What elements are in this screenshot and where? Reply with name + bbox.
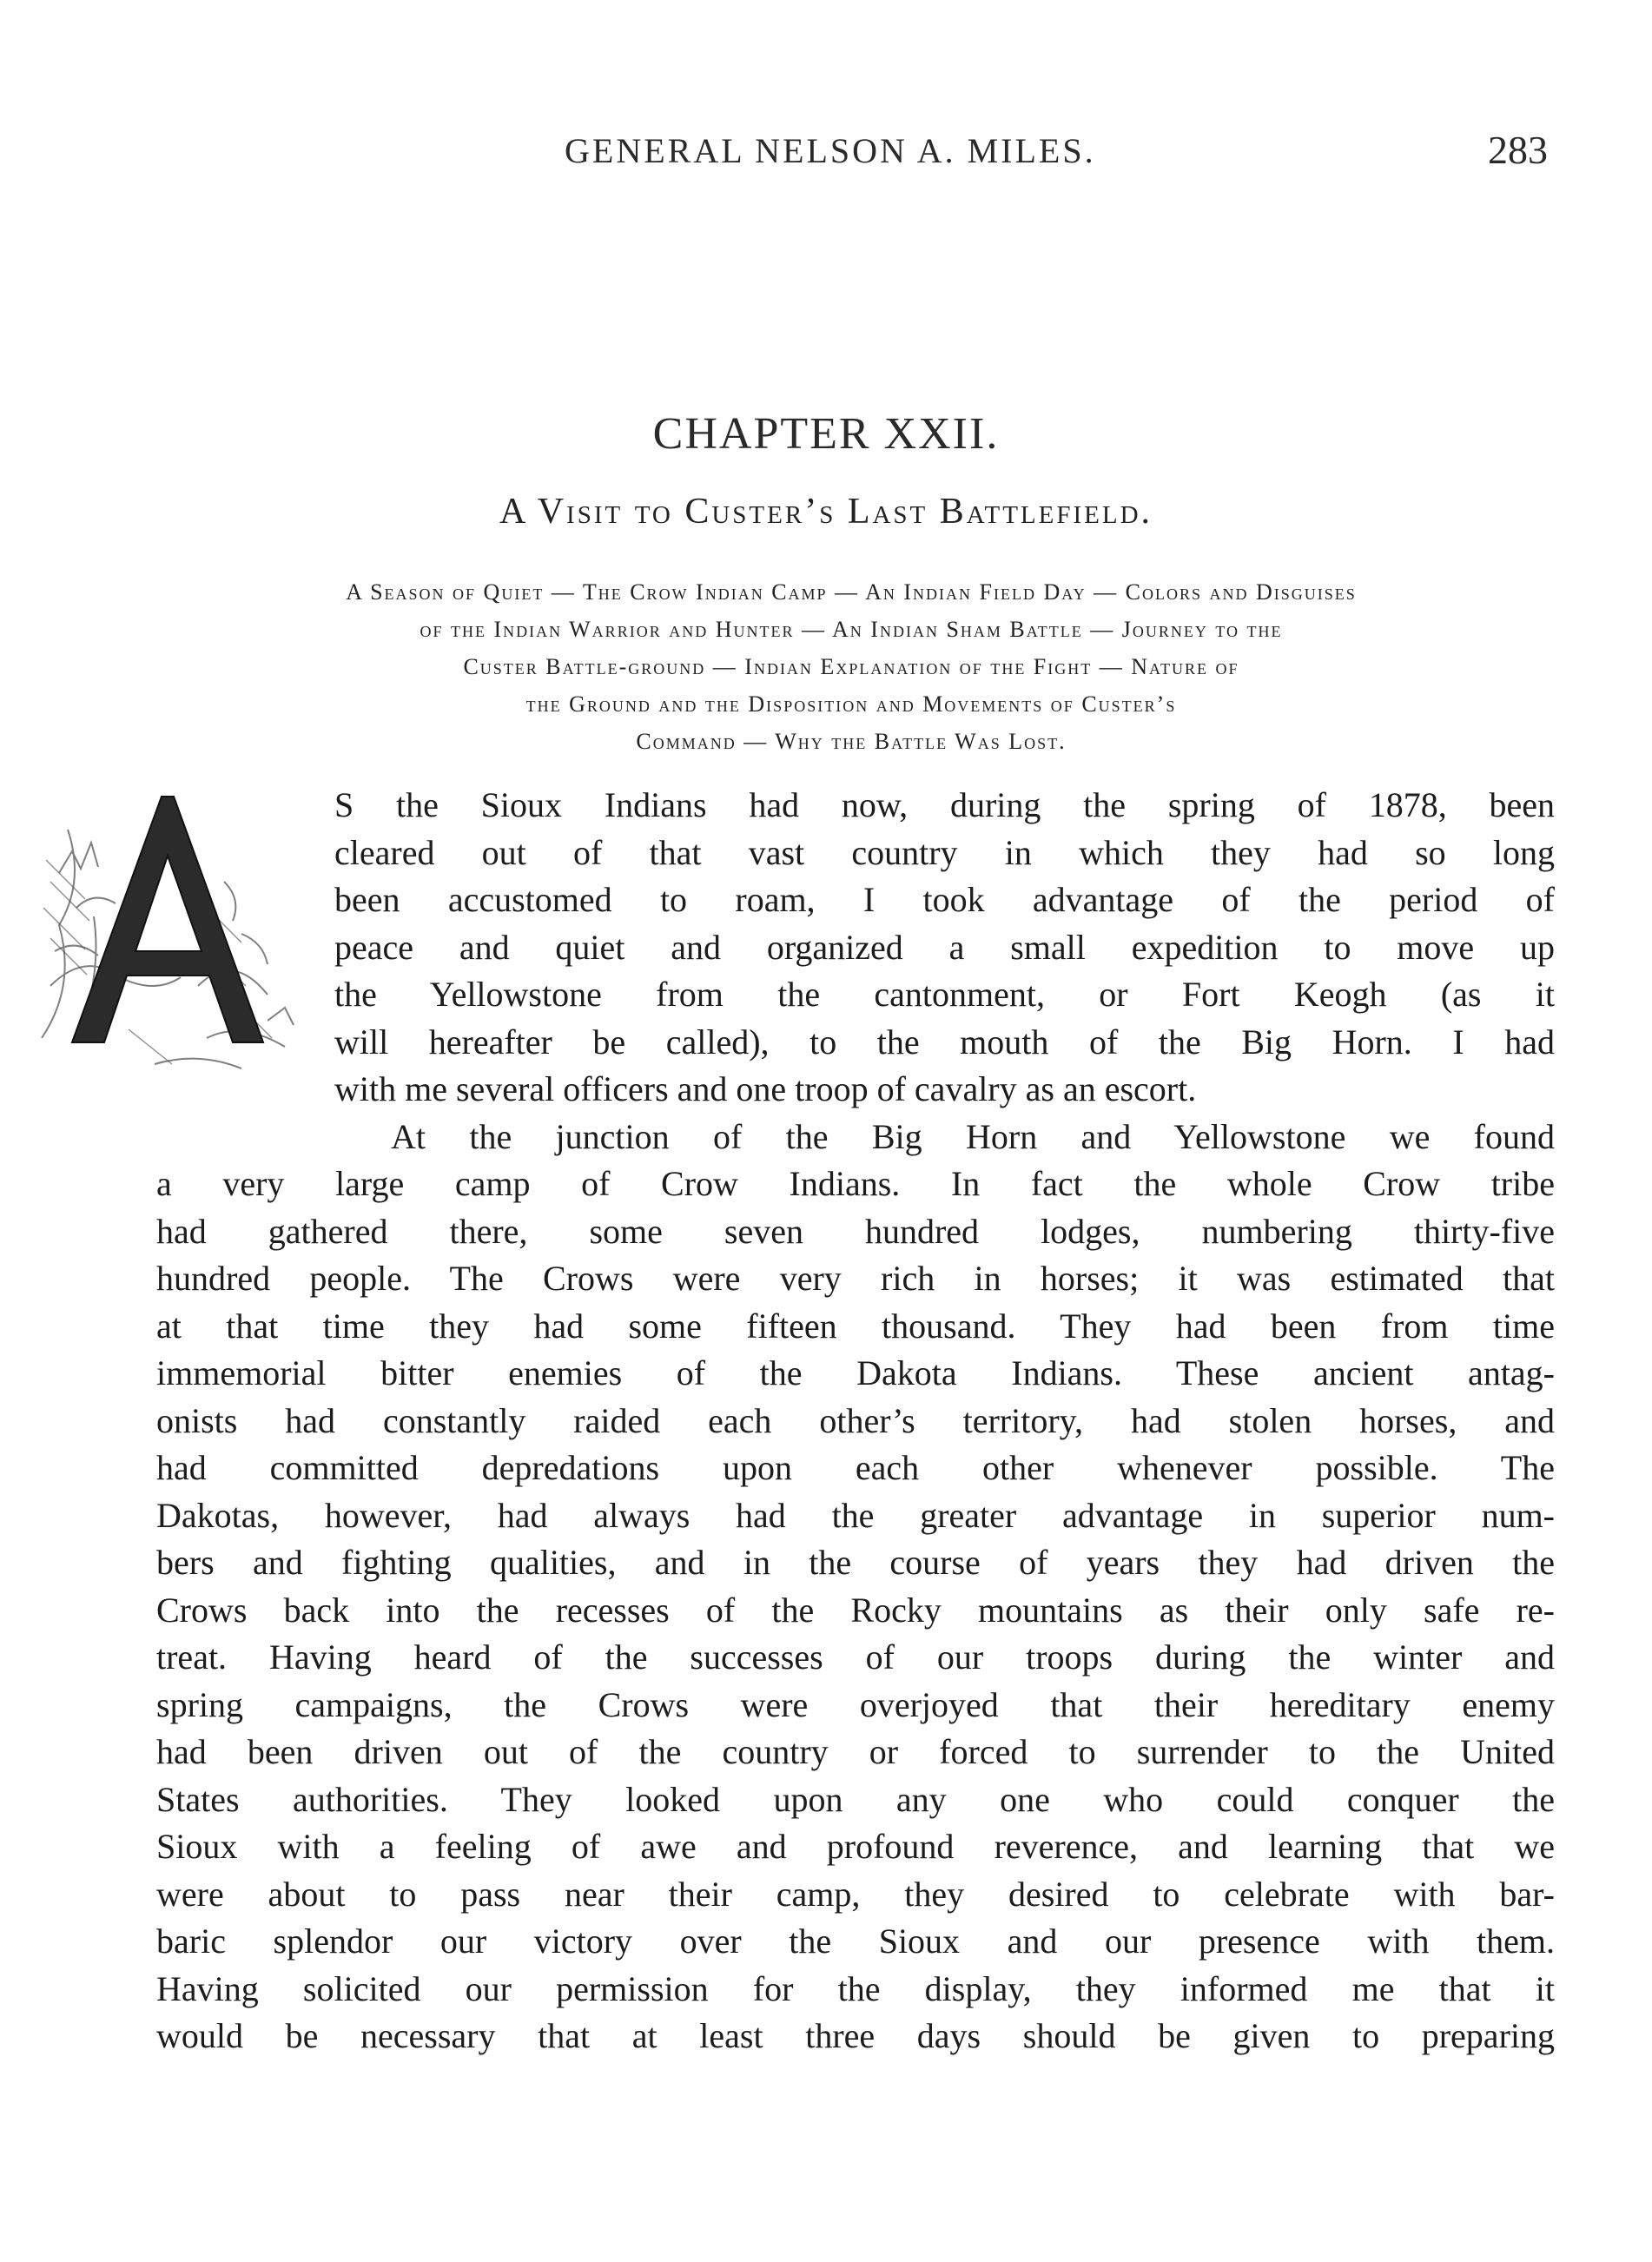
text-line: at that time they had some fifteen thousand. They had been from time — [156, 1306, 1555, 1346]
text-line: been accustomed to roam, I took advantage of the period of — [334, 880, 1555, 919]
synopsis-line: A Season of Quiet — The Crow Indian Camp — An Indian Field Day — Colors and Disguises — [346, 579, 1357, 605]
text-line: Having solicited our permission for the display, they informed me that it — [156, 1968, 1555, 2008]
text-line: cleared out of that vast country in which they had so long — [334, 832, 1555, 872]
text-line: had gathered there, some seven hundred lodges, numbering thirty-five — [156, 1211, 1555, 1251]
text-line: a very large camp of Crow Indians. In fact the whole Crow tribe — [156, 1164, 1555, 1203]
text-line: baric splendor our victory over the Sioux and our presence with them. — [156, 1921, 1555, 1961]
text-line: bers and fighting qualities, and in the course of years they had driven the — [156, 1543, 1555, 1582]
text-line: with me several officers and one troop of cavalry as an escort. — [334, 1069, 1197, 1108]
text-line: hundred people. The Crows were very rich in horses; it was estimated that — [156, 1259, 1555, 1298]
text-line: S the Sioux Indians had now, during the spring of 1878, been — [334, 785, 1555, 824]
text-line: spring campaigns, the Crows were overjoyed that their hereditary enemy — [156, 1684, 1555, 1724]
synopsis-line: Custer Battle-ground — Indian Explanation of the Fight — Nature of — [463, 654, 1239, 679]
text-line: had committed depredations upon each other whenever possible. The — [156, 1448, 1555, 1487]
text-line: At the junction of the Big Horn and Yellowstone we found — [391, 1116, 1555, 1156]
page-number: 283 — [1488, 128, 1548, 172]
synopsis-line: the Ground and the Disposition and Movements of Custer’s — [525, 691, 1177, 717]
text-line: Crows back into the recesses of the Rocky mountains as their only safe re- — [156, 1590, 1555, 1630]
text-line: peace and quiet and organized a small expedition to move up — [334, 927, 1555, 967]
text-line: would be necessary that at least three days should be given to preparing — [156, 2016, 1555, 2055]
drop-cap-letter: A — [162, 1031, 169, 1041]
chapter-synopsis — [156, 573, 1546, 760]
text-line: immemorial bitter enemies of the Dakota Indians. These ancient antag- — [156, 1353, 1555, 1392]
running-head — [0, 130, 1652, 182]
text-line: onists had constantly raided each other’s territory, had stolen horses, and — [156, 1400, 1555, 1440]
running-title: GENERAL NELSON A. MILES. — [565, 131, 1096, 170]
text-line: Sioux with a feeling of awe and profound reverence, and learning that we — [156, 1827, 1555, 1866]
chapter-number: CHAPTER XXII. — [652, 409, 1000, 459]
text-line: States authorities. They looked upon any one who could conquer the — [156, 1779, 1555, 1819]
synopsis-line: of the Indian Warrior and Hunter — An Indian Sham Battle — Journey to the — [420, 617, 1283, 642]
synopsis-line: Command — Why the Battle Was Lost. — [636, 729, 1067, 754]
text-line: treat. Having heard of the successes of our troops during the winter and — [156, 1637, 1555, 1677]
text-line: will hereafter be called), to the mouth of the Big Horn. I had — [334, 1022, 1555, 1062]
text-line: the Yellowstone from the cantonment, or Fort Keogh (as it — [334, 975, 1555, 1014]
text-line: Dakotas, however, had always had the greater advantage in superior num- — [156, 1495, 1555, 1535]
body-text — [156, 782, 1555, 2060]
text-line: were about to pass near their camp, they desired to celebrate with bar- — [156, 1874, 1555, 1914]
chapter-title: A Visit to Custer’s Last Battlefield. — [499, 492, 1153, 532]
text-line: had been driven out of the country or forced to surrender to the United — [156, 1732, 1555, 1771]
